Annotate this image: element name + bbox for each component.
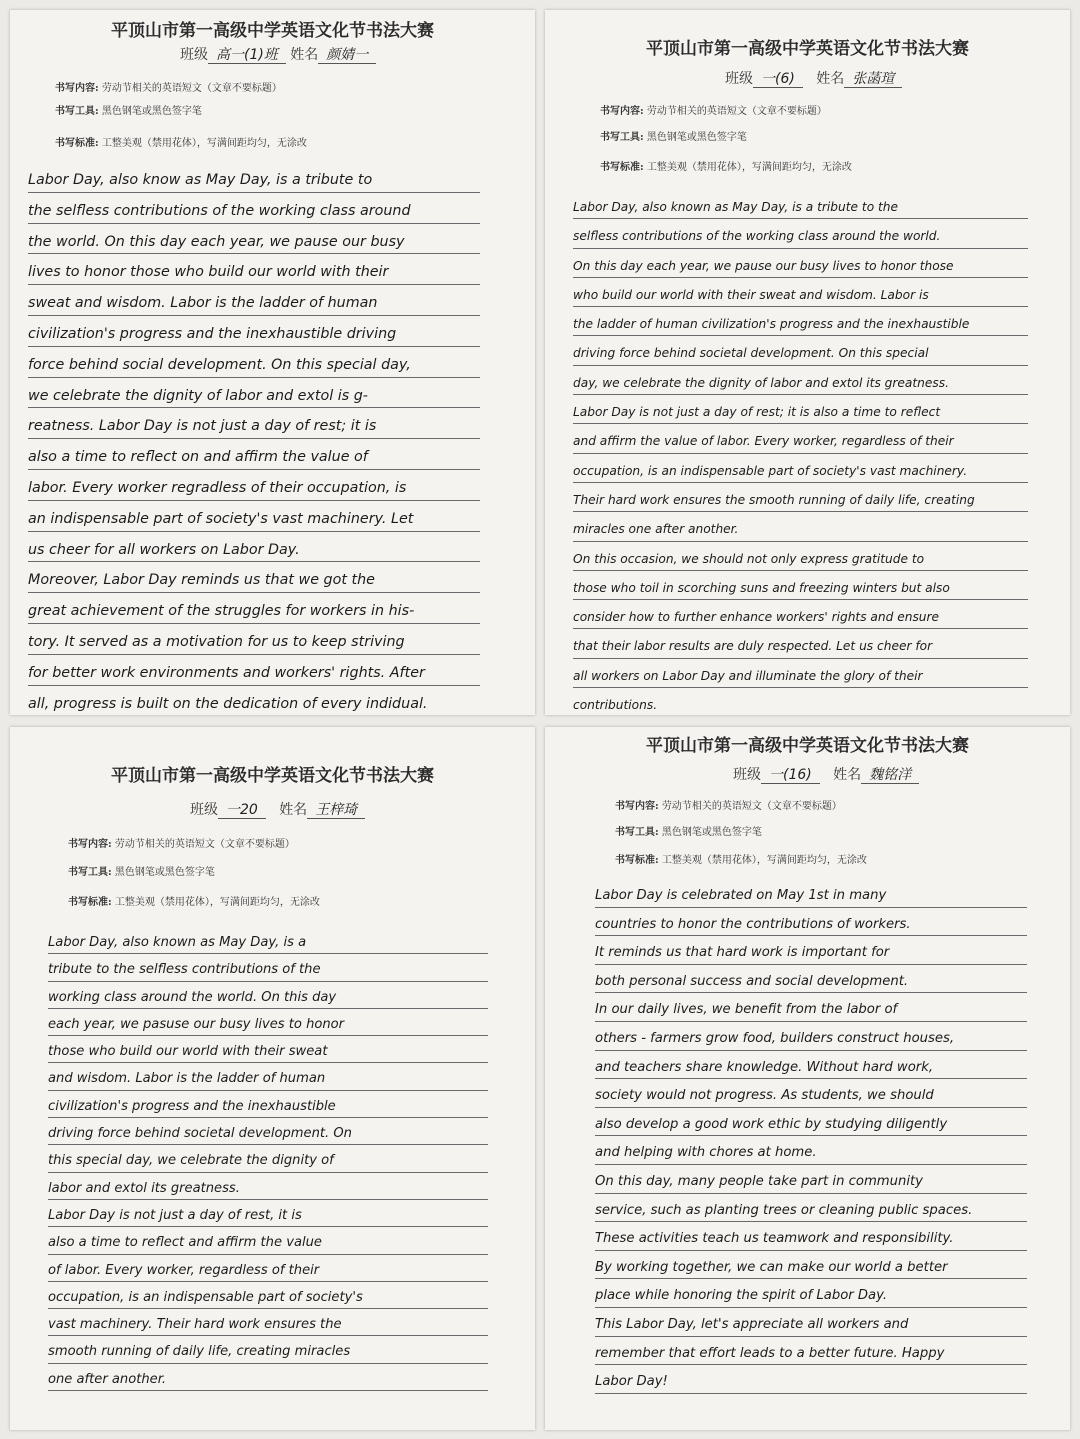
essay-line: those who toil in scorching suns and freezing winters but also (573, 571, 1028, 600)
essay-line: driving force behind societal development. On this special (573, 336, 1028, 365)
requirement-tool-value: 黑色钢笔或黑色签字笔 (661, 827, 762, 838)
handwritten-essay (595, 879, 1027, 1394)
sheet-title: 平顶山市第一高级中学英语文化节书法大赛 (111, 21, 434, 41)
requirement-standard-key: 书写标准: (600, 162, 644, 173)
essay-line: society would not progress. As students, we should (595, 1079, 1027, 1108)
class-value: 高一(1)班 (208, 47, 286, 64)
essay-line: Labor Day is not just a day of rest, it is (48, 1200, 488, 1227)
essay-line: tribute to the selfless contributions of the (48, 954, 488, 981)
essay-line: These activities teach us teamwork and responsibility. (595, 1222, 1027, 1251)
essay-line: all, progress is built on the dedication of every indidual. (28, 686, 480, 715)
essay-line: In our daily lives, we benefit from the labor of (595, 993, 1027, 1022)
essay-line: selfless contributions of the working class around the world. (573, 219, 1028, 248)
requirement-standard (55, 134, 307, 149)
class-label: 班级 (190, 802, 218, 818)
essay-line: vast machinery. Their hard work ensures the (48, 1309, 488, 1336)
essay-line: Their hard work ensures the smooth running of daily life, creating (573, 483, 1028, 512)
name-label: 姓名 (816, 71, 845, 87)
essay-line: consider how to further enhance workers' rights and ensure (573, 600, 1028, 629)
essay-line: On this day, many people take part in community (595, 1165, 1027, 1194)
requirement-standard (600, 158, 852, 173)
requirement-standard-key: 书写标准: (68, 897, 112, 908)
class-name-line (190, 799, 365, 819)
essay-line: It reminds us that hard work is important for (595, 936, 1027, 965)
class-name-line (733, 764, 919, 784)
essay-line: By working together, we can make our world a better (595, 1251, 1027, 1280)
essay-line: Labor Day is celebrated on May 1st in many (595, 879, 1027, 908)
essay-line: driving force behind societal development. On (48, 1118, 488, 1145)
requirement-tool-key: 书写工具: (600, 132, 644, 143)
requirement-content-key: 书写内容: (68, 839, 112, 850)
essay-line: each year, we pasuse our busy lives to honor (48, 1009, 488, 1036)
requirement-standard-value: 工整美观（禁用花体），写满间距均匀，无涂改 (114, 897, 320, 908)
essay-line: and teachers share knowledge. Without hard work, (595, 1051, 1027, 1080)
essay-line: that their labor results are duly respected. Let us cheer for (573, 629, 1028, 658)
class-label: 班级 (180, 47, 208, 63)
entry-sheet-2 (545, 10, 1070, 715)
name-value: 张菡瑄 (844, 71, 902, 88)
essay-line: and affirm the value of labor. Every worker, regardless of their (573, 424, 1028, 453)
handwritten-essay (28, 162, 480, 715)
requirement-standard-value: 工整美观（禁用花体），写满间距均匀，无涂改 (101, 138, 307, 149)
essay-line: reatness. Labor Day is not just a day of rest; it is (28, 408, 480, 439)
essay-line: labor. Every worker regradless of their occupation, is (28, 470, 480, 501)
requirement-standard (615, 851, 867, 866)
handwritten-essay (573, 190, 1028, 715)
essay-line: also develop a good work ethic by studying diligently (595, 1108, 1027, 1137)
class-name-line (725, 68, 902, 88)
requirement-content-value: 劳动节相关的英语短文（文章不要标题） (114, 839, 295, 850)
requirement-tool (55, 102, 202, 117)
essay-line: Labor Day, also know as May Day, is a tribute to (28, 162, 480, 193)
essay-line: tory. It served as a motivation for us to keep striving (28, 624, 480, 655)
requirement-content (600, 102, 827, 117)
class-label: 班级 (733, 767, 761, 783)
essay-line: one after another. (48, 1364, 488, 1391)
essay-line: On this occasion, we should not only express gratitude to (573, 542, 1028, 571)
entry-sheet-4 (545, 727, 1070, 1430)
requirement-content-key: 书写内容: (55, 83, 99, 94)
essay-line: smooth running of daily life, creating miracles (48, 1336, 488, 1363)
requirement-content-key: 书写内容: (600, 106, 644, 117)
requirement-tool-value: 黑色钢笔或黑色签字笔 (646, 132, 747, 143)
essay-line: civilization's progress and the inexhaustible driving (28, 316, 480, 347)
essay-line: those who build our world with their sweat (48, 1036, 488, 1063)
name-value: 魏铭洋 (861, 767, 919, 784)
name-value: 颜婧一 (318, 47, 376, 64)
essay-line: occupation, is an indispensable part of society's (48, 1282, 488, 1309)
essay-line: This Labor Day, let's appreciate all workers and (595, 1308, 1027, 1337)
essay-line: for better work environments and workers' rights. After (28, 655, 480, 686)
requirement-content-key: 书写内容: (615, 801, 659, 812)
essay-line: the ladder of human civilization's progress and the inexhaustible (573, 307, 1028, 336)
essay-line: labor and extol its greatness. (48, 1173, 488, 1200)
requirement-standard-value: 工整美观（禁用花体），写满间距均匀，无涂改 (661, 855, 867, 866)
essay-line: lives to honor those who build our world with their (28, 254, 480, 285)
handwritten-essay (48, 927, 488, 1391)
requirement-content-value: 劳动节相关的英语短文（文章不要标题） (101, 83, 282, 94)
essay-line: we celebrate the dignity of labor and extol is g- (28, 378, 480, 409)
essay-line: sweat and wisdom. Labor is the ladder of human (28, 285, 480, 316)
essay-line: and helping with chores at home. (595, 1136, 1027, 1165)
requirement-standard-key: 书写标准: (615, 855, 659, 866)
requirement-content-value: 劳动节相关的英语短文（文章不要标题） (661, 801, 842, 812)
essay-line: civilization's progress and the inexhaustible (48, 1091, 488, 1118)
essay-line: working class around the world. On this day (48, 982, 488, 1009)
class-value: 一(16) (761, 767, 820, 784)
requirement-content (68, 835, 295, 850)
class-value: 一20 (218, 802, 266, 819)
essay-line: us cheer for all workers on Labor Day. (28, 532, 480, 563)
requirement-tool-value: 黑色钢笔或黑色签字笔 (114, 867, 215, 878)
class-value: 一(6) (753, 71, 803, 88)
essay-line: countries to honor the contributions of workers. (595, 908, 1027, 937)
name-label: 姓名 (833, 767, 862, 783)
essay-line: an indispensable part of society's vast machinery. Let (28, 501, 480, 532)
essay-line: day, we celebrate the dignity of labor and extol its greatness. (573, 366, 1028, 395)
essay-line: and wisdom. Labor is the ladder of human (48, 1063, 488, 1090)
essay-line: On this day each year, we pause our busy lives to honor those (573, 249, 1028, 278)
name-label: 姓名 (290, 47, 319, 63)
sheet-title: 平顶山市第一高级中学英语文化节书法大赛 (646, 736, 969, 756)
essay-line: the world. On this day each year, we pause our busy (28, 224, 480, 255)
name-value: 王梓琦 (307, 802, 365, 819)
requirement-standard (68, 893, 320, 908)
requirement-tool-value: 黑色钢笔或黑色签字笔 (101, 106, 202, 117)
requirement-content (55, 79, 282, 94)
entry-sheet-3 (10, 727, 535, 1430)
requirement-tool-key: 书写工具: (55, 106, 99, 117)
class-name-line (180, 44, 376, 64)
essay-line: service, such as planting trees or cleaning public spaces. (595, 1194, 1027, 1223)
requirement-content-value: 劳动节相关的英语短文（文章不要标题） (646, 106, 827, 117)
entry-sheet-1 (10, 10, 535, 715)
essay-line: great achievement of the struggles for workers in his- (28, 593, 480, 624)
sheet-title: 平顶山市第一高级中学英语文化节书法大赛 (111, 766, 434, 786)
requirement-tool (600, 128, 747, 143)
requirement-tool (615, 823, 762, 838)
essay-line: Labor Day, also known as May Day, is a tribute to the (573, 190, 1028, 219)
essay-line: also a time to reflect and affirm the value (48, 1227, 488, 1254)
essay-line: Labor Day! (595, 1365, 1027, 1394)
essay-line: the selfless contributions of the working class around (28, 193, 480, 224)
essay-line: this special day, we celebrate the dignity of (48, 1145, 488, 1172)
requirement-tool-key: 书写工具: (615, 827, 659, 838)
essay-line: who build our world with their sweat and wisdom. Labor is (573, 278, 1028, 307)
essay-line: Moreover, Labor Day reminds us that we got the (28, 562, 480, 593)
sheet-title: 平顶山市第一高级中学英语文化节书法大赛 (646, 39, 969, 59)
requirement-tool-key: 书写工具: (68, 867, 112, 878)
essay-line: all workers on Labor Day and illuminate the glory of their (573, 659, 1028, 688)
essay-line: both personal success and social development. (595, 965, 1027, 994)
requirement-standard-value: 工整美观（禁用花体），写满间距均匀，无涂改 (646, 162, 852, 173)
essay-line: remember that effort leads to a better future. Happy (595, 1337, 1027, 1366)
class-label: 班级 (725, 71, 753, 87)
essay-line: of labor. Every worker, regardless of their (48, 1255, 488, 1282)
essay-line: others - farmers grow food, builders construct houses, (595, 1022, 1027, 1051)
essay-line: Labor Day, also known as May Day, is a (48, 927, 488, 954)
requirement-tool (68, 863, 215, 878)
essay-line: Labor Day is not just a day of rest; it is also a time to reflect (573, 395, 1028, 424)
requirement-standard-key: 书写标准: (55, 138, 99, 149)
essay-line: also a time to reflect on and affirm the value of (28, 439, 480, 470)
requirement-content (615, 797, 842, 812)
essay-line: place while honoring the spirit of Labor Day. (595, 1279, 1027, 1308)
essay-line: contributions. (573, 688, 1028, 715)
essay-line: miracles one after another. (573, 512, 1028, 541)
essay-line: occupation, is an indispensable part of society's vast machinery. (573, 454, 1028, 483)
essay-line: force behind social development. On this special day, (28, 347, 480, 378)
name-label: 姓名 (279, 802, 308, 818)
